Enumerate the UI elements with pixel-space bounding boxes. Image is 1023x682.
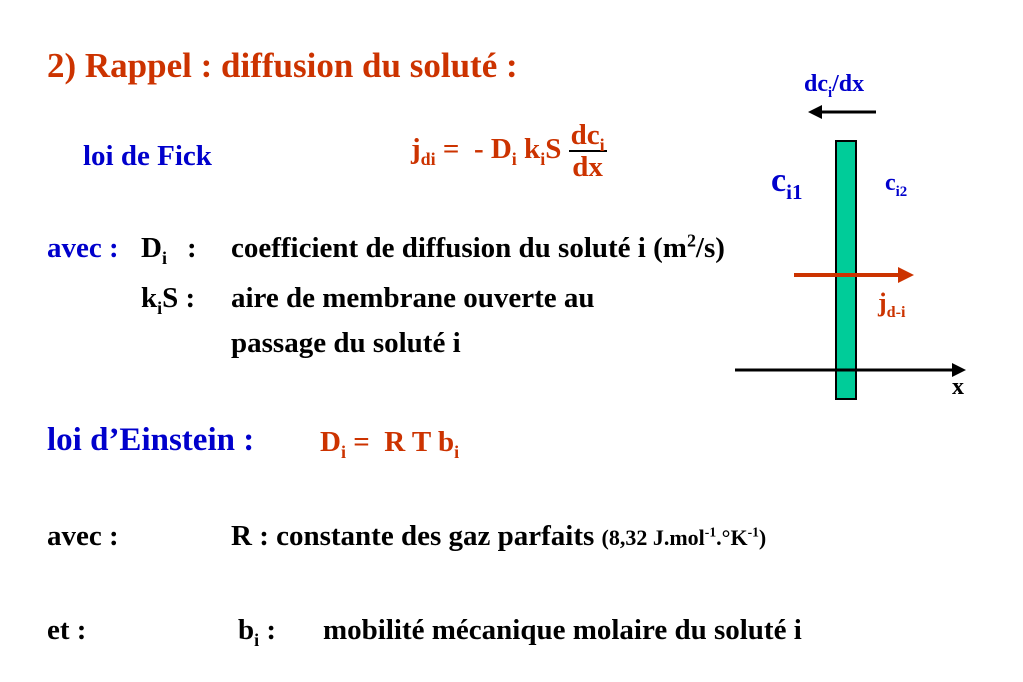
- einstein-equation: $D_i = R$ T $b_i$: [320, 426, 460, 462]
- gas-constant-text: R : constante des gaz parfaits: [231, 520, 595, 552]
- page-title: 2) Rappel : diffusion du soluté :: [47, 46, 518, 85]
- ks-symbol: $k_iS$ :: [141, 282, 196, 318]
- gradient-label: $dc_i/dx$: [804, 71, 865, 101]
- diffusion-coefficient-description: coefficient de diffusion du soluté i $(m^2/s)$: [231, 230, 725, 264]
- gas-constant-value: (8,32 $J.mol^{-1}.^\circ K^{-1}$): [601, 524, 767, 550]
- fick-law-label: loi de Fick: [83, 140, 212, 172]
- permeability-symbol: $k_iS$: [524, 133, 562, 169]
- fick-equation: [411, 120, 607, 183]
- concentration-right-label: $c_{i2}$: [885, 170, 908, 200]
- membrane-bar: [836, 141, 856, 399]
- et-label: et :: [47, 614, 87, 646]
- fraction-numerator: $dc_i$: [570, 119, 605, 155]
- equation-middle: = - D: [442, 133, 512, 166]
- gradient-arrow: [808, 105, 876, 119]
- x-axis-label: x: [952, 374, 964, 400]
- gas-constant-line: [231, 520, 766, 553]
- avec-label-2: avec :: [47, 520, 119, 552]
- mobility-description: mobilité mécanique molaire du soluté i: [323, 614, 802, 646]
- einstein-law-label: loi d’Einstein :: [47, 422, 255, 458]
- fraction-denominator: dx: [572, 151, 603, 184]
- d-subscript: i: [511, 148, 517, 169]
- avec-label-1: avec :: [47, 232, 119, 264]
- membrane-area-description-1: aire de membrane ouverte au: [231, 282, 595, 314]
- b-symbol: $b_i$ :: [238, 614, 277, 650]
- membrane-diagram: [720, 60, 980, 410]
- membrane-area-description-2: passage du soluté i: [231, 327, 461, 359]
- concentration-left-label: $c_{i1}$: [771, 162, 803, 204]
- flux-symbol: $j_{di}$: [411, 133, 436, 169]
- gradient-fraction: [569, 120, 607, 183]
- d-symbol: $D_i$: [141, 232, 167, 268]
- flux-label: $j_{d-i}$: [878, 288, 906, 322]
- d-colon: :: [187, 232, 197, 264]
